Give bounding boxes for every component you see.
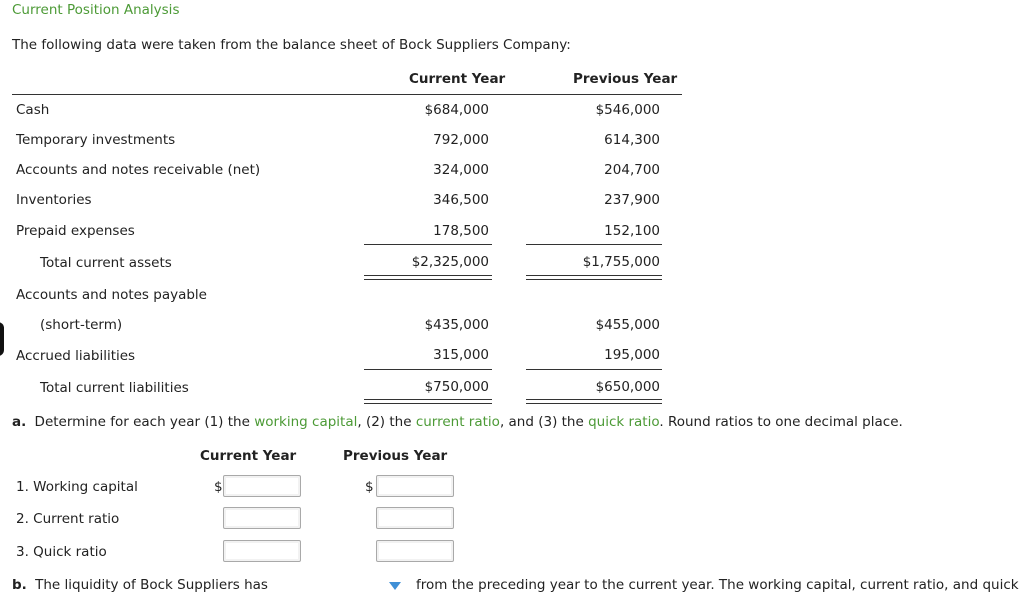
intro-text: The following data were taken from the balance sheet of Bock Suppliers Company:	[12, 37, 571, 53]
total-double-rule-previous	[526, 275, 662, 280]
table-row-label: Total current assets	[40, 255, 172, 271]
table-row-label: Cash	[16, 102, 50, 118]
page-title: Current Position Analysis	[12, 2, 180, 18]
table-cell-current: $435,000	[424, 317, 489, 333]
answer-label-working-capital: 1. Working capital	[16, 479, 138, 495]
table-row-label: (short-term)	[40, 317, 123, 333]
table-row-label: Inventories	[16, 192, 92, 208]
table-cell-current: $750,000	[424, 379, 489, 395]
left-edge-marker	[0, 322, 4, 356]
header-current-year: Current Year	[409, 71, 506, 87]
table-cell-previous: 195,000	[604, 347, 660, 363]
working-capital-previous-input[interactable]	[376, 475, 454, 497]
subtotal-rule-current	[364, 369, 492, 370]
table-row-label: Accrued liabilities	[16, 348, 136, 364]
question-b-text-after: from the preceding year to the current year. The working capital, current ratio, and quick	[416, 577, 1019, 593]
liquidity-change-dropdown[interactable]	[284, 575, 406, 595]
quick-ratio-previous-input[interactable]	[376, 540, 454, 562]
table-cell-current: 315,000	[433, 347, 489, 363]
current-ratio-link[interactable]: current ratio	[415, 414, 500, 430]
table-row-label: Accounts and notes receivable (net)	[16, 162, 261, 178]
answer-label-current-ratio: 2. Current ratio	[16, 511, 120, 527]
header-previous-year: Previous Year	[573, 71, 678, 87]
currency-symbol-previous: $	[365, 479, 374, 495]
quick-ratio-current-input[interactable]	[223, 540, 301, 562]
table-row-label: Accounts and notes payable	[16, 287, 207, 303]
question-a-text-1: Determine for each year (1) the	[34, 414, 255, 430]
table-cell-previous: 204,700	[604, 162, 660, 178]
table-row-label: Total current liabilities	[40, 380, 189, 396]
chevron-down-icon[interactable]	[389, 582, 401, 590]
table-cell-current: $2,325,000	[411, 254, 489, 270]
table-cell-previous: $650,000	[595, 379, 660, 395]
header-rule	[12, 94, 682, 95]
working-capital-link[interactable]: working capital	[254, 414, 358, 430]
table-cell-current: 178,500	[433, 223, 489, 239]
subtotal-rule-previous	[526, 369, 662, 370]
table-cell-current: 792,000	[433, 132, 489, 148]
quick-ratio-link[interactable]: quick ratio	[588, 414, 660, 430]
question-a-prefix: a.	[12, 414, 27, 430]
answer-header-current: Current Year	[200, 448, 297, 464]
question-b-prefix: b.	[12, 577, 27, 593]
table-cell-current: 324,000	[433, 162, 489, 178]
answer-label-quick-ratio: 3. Quick ratio	[16, 544, 107, 560]
total-double-rule-current	[364, 275, 492, 280]
table-cell-previous: $455,000	[595, 317, 660, 333]
question-a-text-4: . Round ratios to one decimal place.	[659, 414, 903, 430]
question-b	[12, 577, 268, 593]
total-double-rule-current	[364, 399, 492, 404]
table-cell-current: 346,500	[433, 192, 489, 208]
working-capital-current-input[interactable]	[223, 475, 301, 497]
currency-symbol-current: $	[214, 479, 223, 495]
subtotal-rule-current	[364, 244, 492, 245]
question-b-text-before: The liquidity of Bock Suppliers has	[35, 577, 268, 593]
table-row-label: Temporary investments	[16, 132, 176, 148]
table-cell-previous: 237,900	[604, 192, 660, 208]
current-ratio-previous-input[interactable]	[376, 507, 454, 529]
table-cell-previous: $1,755,000	[582, 254, 660, 270]
current-ratio-current-input[interactable]	[223, 507, 301, 529]
table-row-label: Prepaid expenses	[16, 223, 135, 239]
question-a-text-3: , and (3) the	[499, 414, 589, 430]
subtotal-rule-previous	[526, 244, 662, 245]
table-cell-previous: 614,300	[604, 132, 660, 148]
table-cell-previous: 152,100	[604, 223, 660, 239]
question-a	[12, 414, 903, 430]
table-cell-previous: $546,000	[595, 102, 660, 118]
answer-header-previous: Previous Year	[343, 448, 448, 464]
question-a-text-2: , (2) the	[357, 414, 416, 430]
table-cell-current: $684,000	[424, 102, 489, 118]
total-double-rule-previous	[526, 399, 662, 404]
